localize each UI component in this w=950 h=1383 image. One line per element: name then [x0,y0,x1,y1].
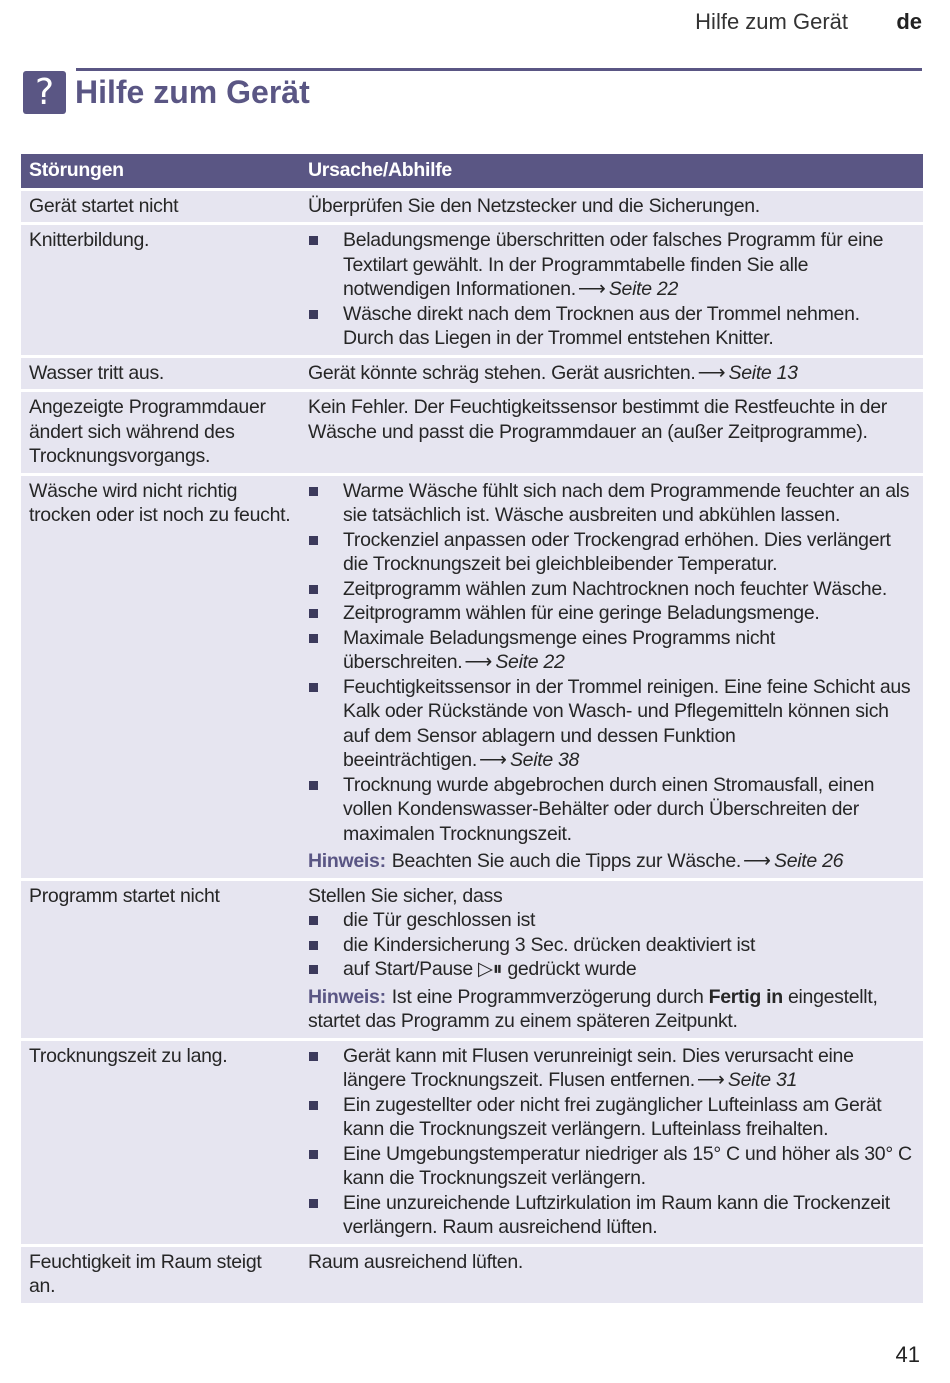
long-arrow-right-icon: ⟶ [696,1069,725,1091]
list-item-text: Eine unzureichende Luftzirkulation im Raum kann die Trockenzeit verlängern. Raum ausreichend lüften. [343,1191,890,1238]
list-item [308,1191,915,1240]
list-item-text: Eine Umgebungstemperatur niedriger als 15° C und höher als 30° C kann die Trocknungszeit verlängern. [343,1142,912,1189]
page-number: 41 [895,1342,920,1367]
list-item-text: die Tür geschlossen ist [343,909,536,931]
hint-text: Beachten Sie auch die Tipps zur Wäsche. [391,850,742,872]
list-item-text: Beladungsmenge überschritten oder falsches Programm für eine Textilart gewählt. In der Programmtabelle finden Sie alle notwendigen Informationen. [343,229,884,300]
list-item-text: auf Start/Pause [343,958,473,980]
remedy-text: Kein Fehler. Der Feuchtigkeitssensor bestimmt die Restfeuchte in der Wäsche und passt die Programmdauer an (außer Zeitprogramme). [308,396,887,443]
hint-label: Hinweis: [308,985,386,1008]
table-row [21,358,923,390]
remedy-cell [300,191,923,223]
list-item-text: Gerät kann mit Flusen verunreinigt sein. Dies verursacht eine längere Trocknungszeit. Flusen entfernen. [343,1044,854,1091]
list-item-text: Trockenziel anpassen oder Trockengrad erhöhen. Dies verlängert die Trocknungszeit bei gleichbleibender Temperatur. [343,528,891,575]
problem-cell: Gerät startet nicht [21,191,300,223]
remedy-list [308,908,915,982]
list-item-text: Feuchtigkeitssensor in der Trommel reinigen. Eine feine Schicht aus Kalk oder Rückstände von Wasch- und Pflegemitteln können sich auf dem Sensor ablagern und dessen Funktion beeinträchtigen. [343,675,911,771]
hint-text: Ist eine Programmverzögerung durch [391,985,704,1008]
table-row [21,881,923,1038]
list-item [308,577,915,602]
problem-cell: Feuchtigkeit im Raum steigt an. [21,1247,300,1303]
title-rule [76,68,922,71]
list-item-text: gedrückt wurde [507,958,637,980]
problem-cell: Trocknungszeit zu lang. [21,1041,300,1244]
list-item [308,1044,915,1093]
list-item [308,773,915,847]
long-arrow-right-icon: ⟶ [577,278,606,300]
list-item-text: Wäsche direkt nach dem Trocknen aus der Trommel nehmen. Durch das Liegen in der Trommel entstehen Knitter. [343,302,860,349]
page-title: Hilfe zum Gerät [75,74,310,110]
column-header-problem: Störungen [21,154,300,188]
table-row [21,191,923,223]
remedy-list [308,228,915,351]
list-item [308,1093,915,1142]
long-arrow-right-icon: ⟶ [464,651,493,673]
list-item [308,675,915,773]
remedy-list [308,1044,915,1240]
remedy-text: Gerät könnte schräg stehen. Gerät ausrichten. [308,361,696,384]
remedy-list [308,479,915,847]
list-item [308,601,915,626]
hint-label: Hinweis: [308,850,386,872]
list-item-text: Zeitprogramm wählen für eine geringe Beladungsmenge. [343,602,820,624]
page-reference-link[interactable]: Seite 22 [608,278,678,300]
page-reference-link[interactable]: Seite 22 [495,651,565,673]
start-pause-icon: ▷⏸ [478,957,503,980]
remedy-cell [300,392,923,473]
table-header-row [21,154,923,188]
list-item-text: die Kindersicherung 3 Sec. drücken deaktiviert ist [343,933,756,956]
list-item [308,933,915,958]
long-arrow-right-icon: ⟶ [743,850,772,872]
remedy-text: Raum ausreichend lüften. [308,1250,524,1273]
list-item [308,626,915,675]
list-item-text: Maximale Beladungsmenge eines Programms nicht überschreiten. [343,626,775,673]
list-item-text: Zeitprogramm wählen zum Nachtrocknen noch feuchter Wäsche. [343,577,888,600]
problem-cell: Wäsche wird nicht richtig trocken oder ist noch zu feucht. [21,476,300,878]
long-arrow-right-icon: ⟶ [697,361,726,384]
problem-cell: Wasser tritt aus. [21,358,300,390]
list-item [308,908,915,933]
remedy-cell [300,225,923,355]
table-row [21,392,923,473]
table-row [21,1041,923,1244]
problem-cell: Angezeigte Programmdauer ändert sich während des Trocknungsvorgangs. [21,392,300,473]
table-row [21,225,923,355]
remedy-cell [300,1247,923,1303]
list-item [308,957,915,982]
hint-text: eingestellt, startet das Programm zu einem späteren Zeitpunkt. [308,985,878,1032]
list-item [308,479,915,528]
list-item [308,228,915,302]
remedy-text: Überprüfen Sie den Netzstecker und die Sicherungen. [308,194,760,217]
remedy-cell [300,881,923,1038]
problem-cell: Knitterbildung. [21,225,300,355]
page-reference-link[interactable]: Seite 38 [509,749,580,771]
list-item-text: Trocknung wurde abgebrochen durch einen Stromausfall, einen vollen Kondenswasser-Behälter oder durch Überschreiten der maximalen Trocknungszeit. [343,773,875,845]
list-item [308,528,915,577]
running-header-title: Hilfe zum Gerät [695,9,848,34]
remedy-cell [300,476,923,878]
long-arrow-right-icon: ⟶ [478,749,507,771]
list-item [308,1142,915,1191]
remedy-intro: Stellen Sie sicher, dass [308,884,503,907]
hint-note [308,985,915,1034]
page-reference-link[interactable]: Seite 13 [728,361,798,384]
troubleshooting-table [21,151,923,1306]
list-item [308,302,915,351]
page-reference-link[interactable]: Seite 31 [727,1069,798,1091]
running-header-language: de [896,9,922,34]
remedy-cell [300,358,923,390]
question-mark-icon: ? [23,71,66,114]
hint-note [308,849,915,874]
page-reference-link[interactable]: Seite 26 [774,850,844,872]
problem-cell: Programm startet nicht [21,881,300,1038]
column-header-remedy: Ursache/Abhilfe [300,154,923,188]
hint-bold-term: Fertig in [708,985,783,1008]
table-row [21,476,923,878]
table-row [21,1247,923,1303]
list-item-text: Warme Wäsche fühlt sich nach dem Programmende feuchter an als sie tatsächlich ist. Wäsche ausbreiten und abkühlen lassen. [343,479,910,526]
remedy-cell [300,1041,923,1244]
list-item-text: Ein zugestellter oder nicht frei zugänglicher Lufteinlass am Gerät kann die Trocknungszeit verlängern. Lufteinlass freihalten. [343,1093,882,1140]
